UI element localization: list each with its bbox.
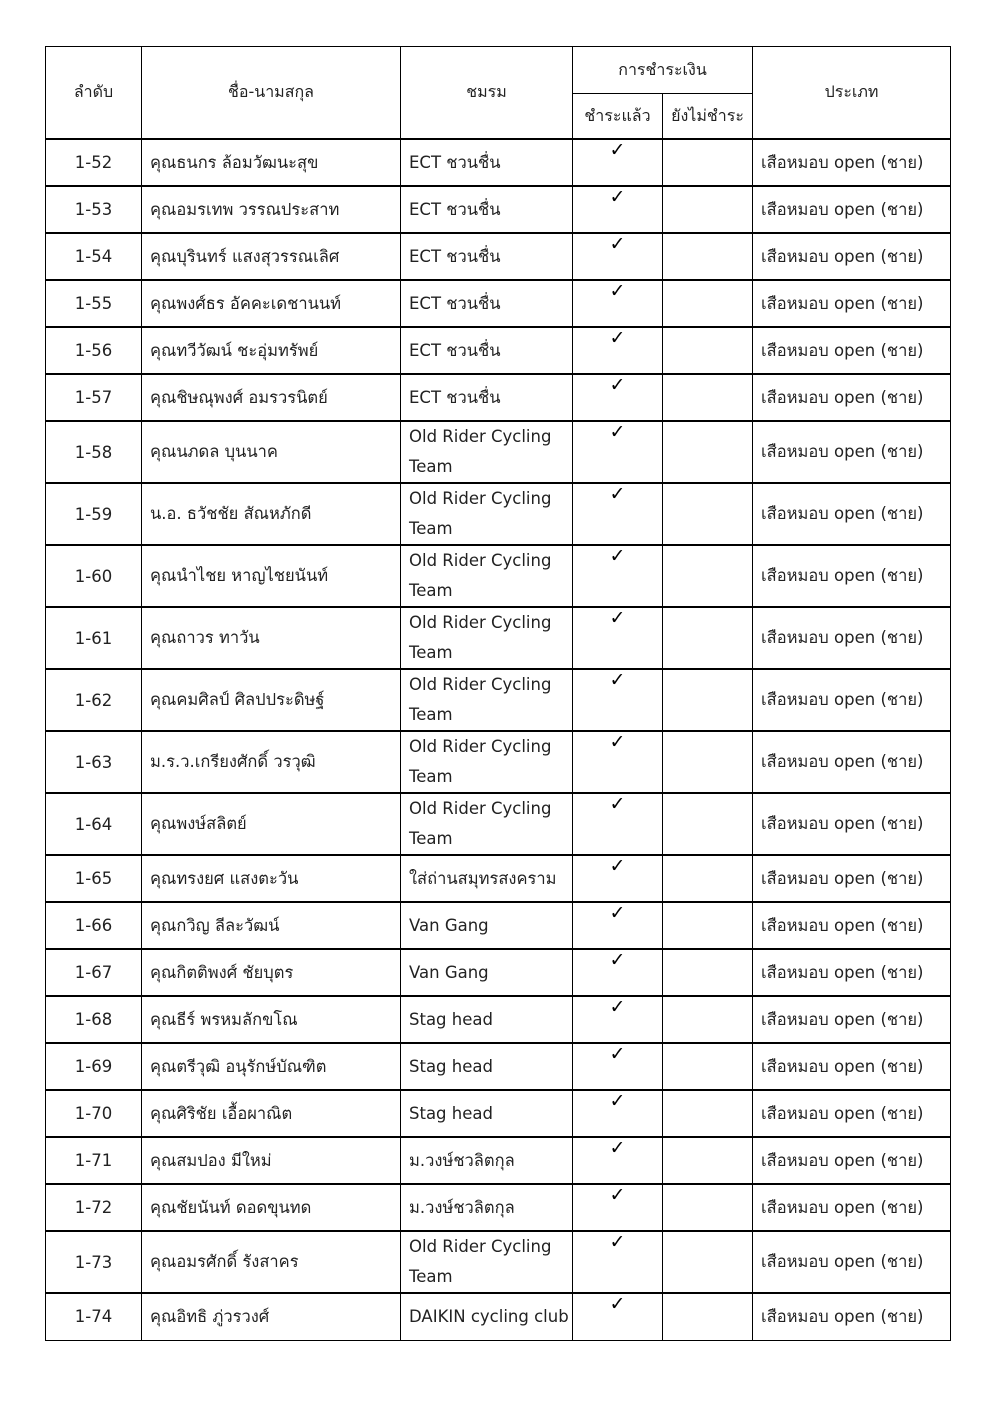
unpaid-cell <box>663 421 753 483</box>
row-number: 1-70 <box>46 1090 142 1137</box>
unpaid-cell <box>663 233 753 280</box>
table-row <box>46 139 951 186</box>
participant-name: คุณตรีวุฒิ อนุรักษ์บัณฑิต <box>142 1043 401 1090</box>
checkmark-icon: ✓ <box>609 1043 626 1065</box>
participant-name: คุณชัยนันท์ ดอดขุนทด <box>142 1184 401 1231</box>
checkmark-icon: ✓ <box>609 607 626 629</box>
category-type: เสือหมอบ open (ชาย) <box>753 1231 951 1293</box>
participant-name: คุณถาวร ทาวัน <box>142 607 401 669</box>
paid-cell <box>573 1231 663 1293</box>
row-number: 1-58 <box>46 421 142 483</box>
club-name: Stag head <box>401 996 573 1043</box>
club-name: ECT ชวนชื่น <box>401 327 573 374</box>
header-type: ประเภท <box>753 47 951 140</box>
paid-cell <box>573 793 663 855</box>
table-row <box>46 902 951 949</box>
participant-name: คุณทรงยศ แสงตะวัน <box>142 855 401 902</box>
header-club: ชมรม <box>401 47 573 140</box>
category-type: เสือหมอบ open (ชาย) <box>753 233 951 280</box>
club-name: ECT ชวนชื่น <box>401 186 573 233</box>
table-row <box>46 669 951 731</box>
unpaid-cell <box>663 1090 753 1137</box>
paid-cell <box>573 421 663 483</box>
unpaid-cell <box>663 855 753 902</box>
checkmark-icon: ✓ <box>609 669 626 691</box>
unpaid-cell <box>663 545 753 607</box>
club-name: DAIKIN cycling club <box>401 1293 573 1340</box>
category-type: เสือหมอบ open (ชาย) <box>753 545 951 607</box>
category-type: เสือหมอบ open (ชาย) <box>753 327 951 374</box>
row-number: 1-65 <box>46 855 142 902</box>
paid-cell <box>573 545 663 607</box>
paid-cell <box>573 280 663 327</box>
row-number: 1-64 <box>46 793 142 855</box>
table-row <box>46 855 951 902</box>
table-row <box>46 1184 951 1231</box>
unpaid-cell <box>663 280 753 327</box>
participant-name: คุณธีร์ พรหมลักขโณ <box>142 996 401 1043</box>
table-row <box>46 545 951 607</box>
checkmark-icon: ✓ <box>609 996 626 1018</box>
checkmark-icon: ✓ <box>609 280 626 302</box>
participant-name: น.อ. ธวัชชัย สัณหภักดี <box>142 483 401 545</box>
category-type: เสือหมอบ open (ชาย) <box>753 139 951 186</box>
club-name: ม.วงษ์ชวลิตกุล <box>401 1184 573 1231</box>
unpaid-cell <box>663 374 753 421</box>
paid-cell <box>573 233 663 280</box>
category-type: เสือหมอบ open (ชาย) <box>753 607 951 669</box>
table-row <box>46 996 951 1043</box>
table-row <box>46 186 951 233</box>
category-type: เสือหมอบ open (ชาย) <box>753 1137 951 1184</box>
club-name: Old Rider Cycling Team <box>401 731 573 793</box>
unpaid-cell <box>663 1137 753 1184</box>
participant-table <box>45 46 951 1341</box>
category-type: เสือหมอบ open (ชาย) <box>753 669 951 731</box>
participant-name: คุณอมรศักดิ์ รังสาคร <box>142 1231 401 1293</box>
club-name: ECT ชวนชื่น <box>401 139 573 186</box>
row-number: 1-68 <box>46 996 142 1043</box>
participant-name: คุณอมรเทพ วรรณประสาท <box>142 186 401 233</box>
category-type: เสือหมอบ open (ชาย) <box>753 902 951 949</box>
club-name: ม.วงษ์ชวลิตกุล <box>401 1137 573 1184</box>
category-type: เสือหมอบ open (ชาย) <box>753 1184 951 1231</box>
checkmark-icon: ✓ <box>609 902 626 924</box>
paid-cell <box>573 669 663 731</box>
category-type: เสือหมอบ open (ชาย) <box>753 421 951 483</box>
checkmark-icon: ✓ <box>609 1090 626 1112</box>
header-paid: ชำระแล้ว <box>573 94 663 140</box>
row-number: 1-53 <box>46 186 142 233</box>
row-number: 1-71 <box>46 1137 142 1184</box>
unpaid-cell <box>663 1231 753 1293</box>
club-name: Old Rider Cycling Team <box>401 545 573 607</box>
club-name: Old Rider Cycling Team <box>401 1231 573 1293</box>
checkmark-icon: ✓ <box>609 1231 626 1253</box>
club-name: Old Rider Cycling Team <box>401 607 573 669</box>
participant-name: คุณสมปอง มีใหม่ <box>142 1137 401 1184</box>
checkmark-icon: ✓ <box>609 855 626 877</box>
category-type: เสือหมอบ open (ชาย) <box>753 374 951 421</box>
unpaid-cell <box>663 949 753 996</box>
participant-name: ม.ร.ว.เกรียงศักดิ์ วรวุฒิ <box>142 731 401 793</box>
table-row <box>46 1090 951 1137</box>
checkmark-icon: ✓ <box>609 793 626 815</box>
unpaid-cell <box>663 327 753 374</box>
paid-cell <box>573 327 663 374</box>
unpaid-cell <box>663 483 753 545</box>
unpaid-cell <box>663 669 753 731</box>
paid-cell <box>573 483 663 545</box>
paid-cell <box>573 1184 663 1231</box>
table-row <box>46 374 951 421</box>
category-type: เสือหมอบ open (ชาย) <box>753 1090 951 1137</box>
unpaid-cell <box>663 1293 753 1340</box>
header-unpaid: ยังไม่ชำระ <box>663 94 753 140</box>
participant-name: คุณพงศ์ธร อัคคะเดชานนท์ <box>142 280 401 327</box>
participant-name: คุณชิษณุพงศ์ อมรวรนิตย์ <box>142 374 401 421</box>
paid-cell <box>573 607 663 669</box>
table-row <box>46 421 951 483</box>
paid-cell <box>573 996 663 1043</box>
checkmark-icon: ✓ <box>609 421 626 443</box>
row-number: 1-57 <box>46 374 142 421</box>
participant-name: คุณทวีวัฒน์ ชะอุ่มทรัพย์ <box>142 327 401 374</box>
checkmark-icon: ✓ <box>609 483 626 505</box>
table-row <box>46 1043 951 1090</box>
row-number: 1-67 <box>46 949 142 996</box>
table-row <box>46 731 951 793</box>
paid-cell <box>573 186 663 233</box>
header-payment: การชำระเงิน <box>573 47 753 94</box>
unpaid-cell <box>663 1043 753 1090</box>
participant-name: คุณศิริชัย เอื้อผาณิต <box>142 1090 401 1137</box>
participant-name: คุณนภดล บุนนาค <box>142 421 401 483</box>
unpaid-cell <box>663 902 753 949</box>
row-number: 1-74 <box>46 1293 142 1340</box>
row-number: 1-63 <box>46 731 142 793</box>
row-number: 1-66 <box>46 902 142 949</box>
checkmark-icon: ✓ <box>609 545 626 567</box>
paid-cell <box>573 731 663 793</box>
club-name: Van Gang <box>401 949 573 996</box>
checkmark-icon: ✓ <box>609 1293 626 1315</box>
paid-cell <box>573 949 663 996</box>
paid-cell <box>573 1293 663 1340</box>
row-number: 1-60 <box>46 545 142 607</box>
row-number: 1-62 <box>46 669 142 731</box>
header-no: ลำดับ <box>46 47 142 140</box>
checkmark-icon: ✓ <box>609 731 626 753</box>
category-type: เสือหมอบ open (ชาย) <box>753 855 951 902</box>
table-row <box>46 483 951 545</box>
checkmark-icon: ✓ <box>609 233 626 255</box>
checkmark-icon: ✓ <box>609 374 626 396</box>
paid-cell <box>573 139 663 186</box>
paid-cell <box>573 374 663 421</box>
club-name: Stag head <box>401 1043 573 1090</box>
club-name: Stag head <box>401 1090 573 1137</box>
unpaid-cell <box>663 731 753 793</box>
category-type: เสือหมอบ open (ชาย) <box>753 483 951 545</box>
table-row <box>46 327 951 374</box>
category-type: เสือหมอบ open (ชาย) <box>753 186 951 233</box>
club-name: ECT ชวนชื่น <box>401 233 573 280</box>
unpaid-cell <box>663 1184 753 1231</box>
paid-cell <box>573 902 663 949</box>
unpaid-cell <box>663 186 753 233</box>
table-row <box>46 280 951 327</box>
row-number: 1-59 <box>46 483 142 545</box>
table-row <box>46 793 951 855</box>
table-row <box>46 607 951 669</box>
category-type: เสือหมอบ open (ชาย) <box>753 731 951 793</box>
checkmark-icon: ✓ <box>609 186 626 208</box>
checkmark-icon: ✓ <box>609 1137 626 1159</box>
unpaid-cell <box>663 996 753 1043</box>
row-number: 1-54 <box>46 233 142 280</box>
participant-name: คุณอิทธิ ภู่วรวงศ์ <box>142 1293 401 1340</box>
table-row <box>46 1293 951 1340</box>
club-name: Old Rider Cycling Team <box>401 421 573 483</box>
row-number: 1-61 <box>46 607 142 669</box>
club-name: Old Rider Cycling Team <box>401 793 573 855</box>
participant-name: คุณกวิญ ลีละวัฒน์ <box>142 902 401 949</box>
row-number: 1-52 <box>46 139 142 186</box>
category-type: เสือหมอบ open (ชาย) <box>753 1293 951 1340</box>
club-name: Old Rider Cycling Team <box>401 669 573 731</box>
participant-name: คุณบุรินทร์ แสงสุวรรณเลิศ <box>142 233 401 280</box>
row-number: 1-69 <box>46 1043 142 1090</box>
paid-cell <box>573 855 663 902</box>
club-name: ใส่ถ่านสมุทรสงคราม <box>401 855 573 902</box>
row-number: 1-73 <box>46 1231 142 1293</box>
participant-name: คุณคมศิลป์ ศิลปประดิษฐ์ <box>142 669 401 731</box>
paid-cell <box>573 1137 663 1184</box>
club-name: ECT ชวนชื่น <box>401 280 573 327</box>
category-type: เสือหมอบ open (ชาย) <box>753 1043 951 1090</box>
row-number: 1-72 <box>46 1184 142 1231</box>
checkmark-icon: ✓ <box>609 139 626 161</box>
checkmark-icon: ✓ <box>609 1184 626 1206</box>
table-row <box>46 233 951 280</box>
unpaid-cell <box>663 139 753 186</box>
participant-name: คุณกิตติพงศ์ ชัยบุตร <box>142 949 401 996</box>
club-name: Van Gang <box>401 902 573 949</box>
checkmark-icon: ✓ <box>609 949 626 971</box>
club-name: ECT ชวนชื่น <box>401 374 573 421</box>
participant-name: คุณธนกร ล้อมวัฒนะสุข <box>142 139 401 186</box>
category-type: เสือหมอบ open (ชาย) <box>753 280 951 327</box>
unpaid-cell <box>663 793 753 855</box>
table-row <box>46 1137 951 1184</box>
paid-cell <box>573 1043 663 1090</box>
row-number: 1-55 <box>46 280 142 327</box>
row-number: 1-56 <box>46 327 142 374</box>
table-row <box>46 1231 951 1293</box>
unpaid-cell <box>663 607 753 669</box>
club-name: Old Rider Cycling Team <box>401 483 573 545</box>
header-name: ชื่อ-นามสกุล <box>142 47 401 140</box>
participant-name: คุณนำไชย หาญไชยนันท์ <box>142 545 401 607</box>
participant-name: คุณพงษ์สลิตย์ <box>142 793 401 855</box>
table-row <box>46 949 951 996</box>
category-type: เสือหมอบ open (ชาย) <box>753 949 951 996</box>
category-type: เสือหมอบ open (ชาย) <box>753 996 951 1043</box>
checkmark-icon: ✓ <box>609 327 626 349</box>
paid-cell <box>573 1090 663 1137</box>
category-type: เสือหมอบ open (ชาย) <box>753 793 951 855</box>
